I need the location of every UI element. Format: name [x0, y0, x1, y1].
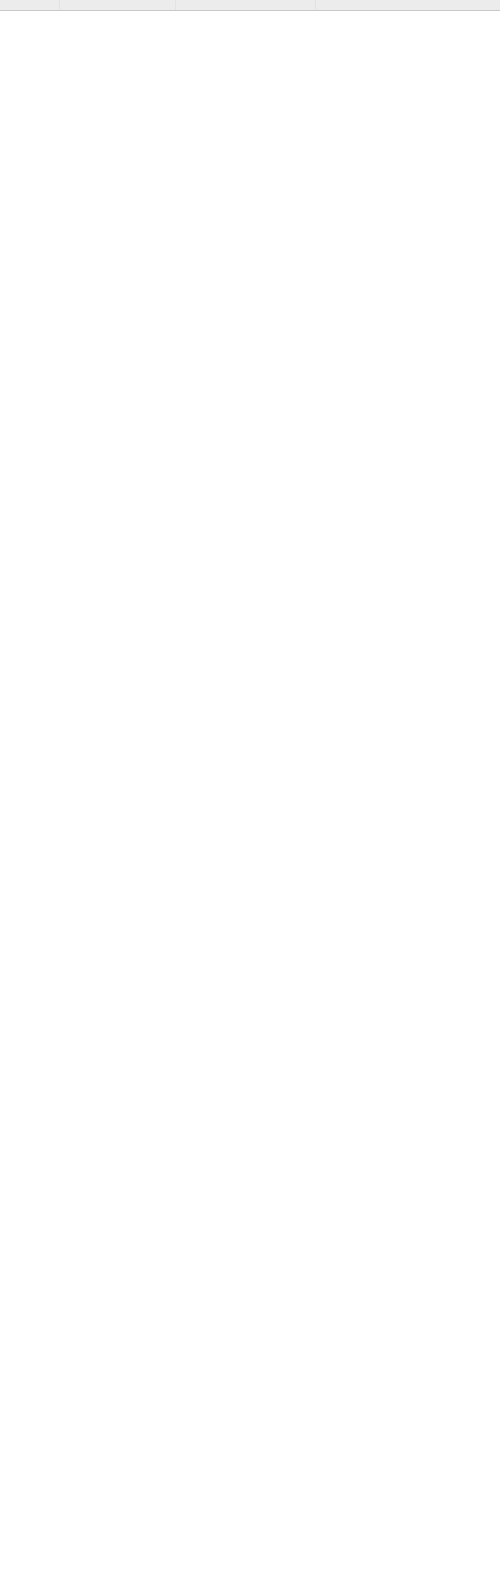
- header-function: [0, 0, 60, 10]
- header-single-player-command: [60, 0, 176, 10]
- header-server-admin-command: [176, 0, 316, 10]
- table-header: [0, 0, 500, 11]
- header-notes: [316, 0, 500, 10]
